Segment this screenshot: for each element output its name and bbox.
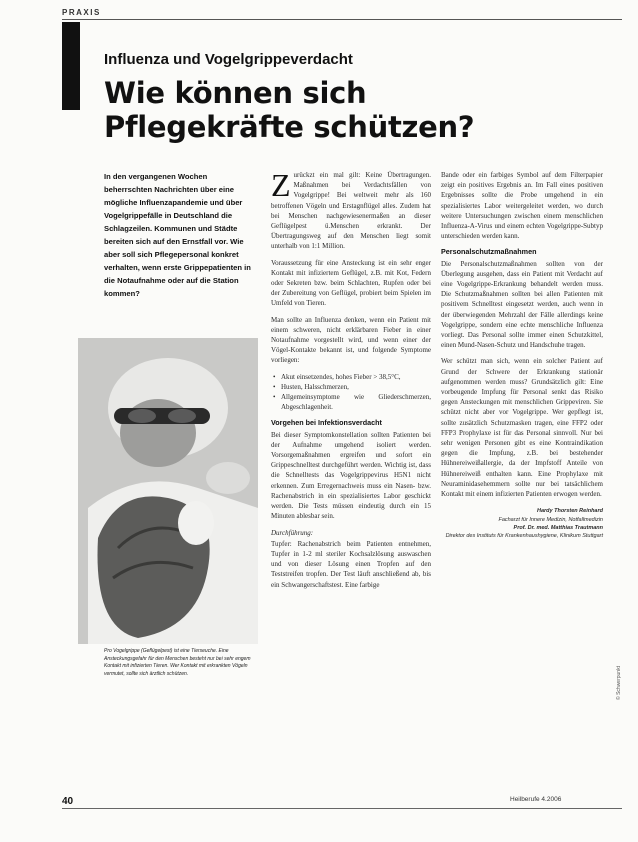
subheading: Vorgehen bei Infektionsverdacht (271, 418, 382, 428)
article-title: Wie können sich Pflegekräfte schützen? (104, 76, 475, 144)
header-rule (62, 19, 622, 20)
article-photo (78, 338, 258, 644)
author-name: Prof. Dr. med. Matthias Trautmann (513, 524, 603, 531)
paragraph: Man sollte an Influenza denken, wenn ein Patient mit einem schweren, nicht erklärbaren Fieber in einer Notaufnahme vorgestellt wird, und wenn einer der Vögel-Kontakte bekannt ist, und folgende Symptome vorliegen: (271, 315, 431, 365)
list-item: • Allgemeinsymptome wie Gliederschmerzen, Abgeschlagenheit. (281, 392, 431, 412)
page-number: 40 (62, 796, 74, 807)
list-item: • Akut einsetzendes, hohes Fieber > 38,5°C, (281, 372, 431, 382)
list-item: • Husten, Halsschmerzen, (281, 382, 431, 392)
footer-rule (62, 808, 622, 809)
paragraph: Die Personalschutzmaßnahmen sollten von der Überlegung ausgehen, dass ein Patient mit Verdacht auf eine Vogelgrippe-Erkrankung behandelt werden muss. Die Schutzmaßnahmen sollten bei allen Patienten mit positivem Schnelltest eingesetzt werden, auch wenn in der überwiegenden Mehrzahl der Fälle allerdings keine Vogelgrippe, sondern eine echte menschliche Influenza vorliegt. Das Personal sollte immer einen Schutzkittel, einen Mund-Nasen-Schutz und Handschuhe tragen. (441, 259, 603, 350)
section-marker-bar (62, 22, 80, 110)
subheading-italic: Durchführung: (271, 528, 314, 537)
photo-illustration (78, 338, 258, 644)
author-block (441, 507, 603, 540)
paragraph: Bei dieser Symptomkonstellation sollten Patienten bei der Aufnahme umgehend isoliert werden. Vorsorgemaßnahmen ergreifen und sofort ein Grippeschnelltest durchgeführt werden. Wichtig ist, dass die Schnelltests das Vogelgrippevirus H5N1 nicht erkennen. Zum Erregernachweis muss ein Nasen- bzw. Rachenabstrich in ein spezialisiertes Labor geschickt werden. Die Tests müssen eindeutig durch ein 15 Minuten ablesbar sein. (271, 430, 431, 521)
paragraph: Tupfer: Rachenabstrich beim Patienten entnehmen, Tupfer in 1-2 ml steriler Kochsalzlösung auswaschen und von dieser Lösung einen Tropfen auf den Teststreifen tropfen. Der Test läuft anschließend ab, bis ein Schwangerschaftstest. Eine farbige (271, 539, 431, 589)
author-affiliation: Direktor des Instituts für Krankenhaushygiene, Klinikum Stuttgart (445, 532, 603, 539)
subheading: Personalschutzmaßnahmen (441, 247, 537, 257)
section-rubric: PRAXIS (62, 8, 101, 17)
paragraph: Voraussetzung für eine Ansteckung ist ein sehr enger Kontakt mit infiziertem Geflügel, z.B. mit Kot, Federn oder Sekreten bzw. beim Schlachten, Rupfen oder bei der Zubereitung von Geflügel, probiert beim Spielen im Umfeld von Tieren. (271, 258, 431, 308)
paragraph: Bande oder ein farbiges Symbol auf dem Filterpapier zeigt ein positives Ergebnis an. Im Fall eines positiven Ergebnisses sollte die Probe umgehend in ein spezialisiertes Labor weitergeleitet werden, wo durch weitere Untersuchungen zwischen einem menschlichen Influenza-A-Virus und einem echten Vogelgrippe-Subtyp unterschieden werden kann. (441, 171, 603, 241)
article-kicker: Influenza und Vogelgrippeverdacht (104, 51, 353, 68)
journal-issue: Heilberufe 4.2006 (510, 796, 562, 803)
paragraph: urückzt ein mal gilt: Keine Übertragungen. Maßnahmen bei Verdachtsfällen von Vogelgrippe! Bei weltweit mehr als 160 betroffenen Vögeln und Erstagnflügel alles. Zudem hat bei Menschen nachgewiesenermaßen an dieser Geflügelpest ü.Menschen erkrankt. Der Übertragungsweg auf den Menschen liegt somit unterhalb von 1:1 Million. (271, 171, 431, 251)
symptom-list (271, 372, 431, 413)
photo-credit: © Schwerpunkt (616, 666, 622, 700)
article-column-3 (441, 170, 603, 540)
article-intro: In den vergangenen Wochen beherrschten Nachrichten über eine mögliche Influenzapandemie und über Vogelgrippefälle in Deutschland die Schlagzeilen. Kommunen und Städte bereiten sich auf den Ernstfall vor. Wie aber soll sich Pflegepersonal konkret verhalten, wenn erste Grippepatienten in die Notaufnahme oder auf die Station kommen? (104, 172, 251, 298)
article-column-2 (271, 167, 431, 596)
paragraph: Wer schützt man sich, wenn ein solcher Patient auf Grund der Schwere der Erkrankung stationär aufgenommen werden muss? Grundsätzlich gilt: Eine vorbeugende Impfung für Personal senkt das Risiko gegen Ansteckungen mit menschlichen Grippeviren. Sie schützt nicht aber vor Vogelgrippe. Wer gepflegt ist, sollte zusätzlich Schutzmasken tragen, eine FFP2 oder FFP3 Prophylaxe ist für das Personal sinnvoll. Nur bei sehr wenigen Personen gibt es eine Kontraindikation gegen die Impfung, z.B. bei bestehender Hühnereiweißallergie, da der Impfstoff Anteile von Hühnereiweiß enthalten kann. Eine Prophylaxe mit Neuraminidasehemmern sollte nur bei tatsächlichem Kontakt mit einem infizierten Patienten erwogen werden. (441, 357, 603, 499)
author-name: Hardy Thorsten Reinhard (536, 508, 603, 515)
photo-caption: Pro Vogelgrippe (Geflügelpest) ist eine Tierseuche. Eine Ansteckungsgefahr für den Menschen besteht nur bei sehr engem Kontakt mit infizierten Tieren. Wer Kontakt mit erkrankten Vögeln vermutet, sollte sich ärztlich schützen. (104, 648, 251, 677)
drop-cap: Z (271, 167, 291, 203)
author-affiliation: Facharzt für Innere Medizin, Notfallmedizin (498, 516, 603, 523)
